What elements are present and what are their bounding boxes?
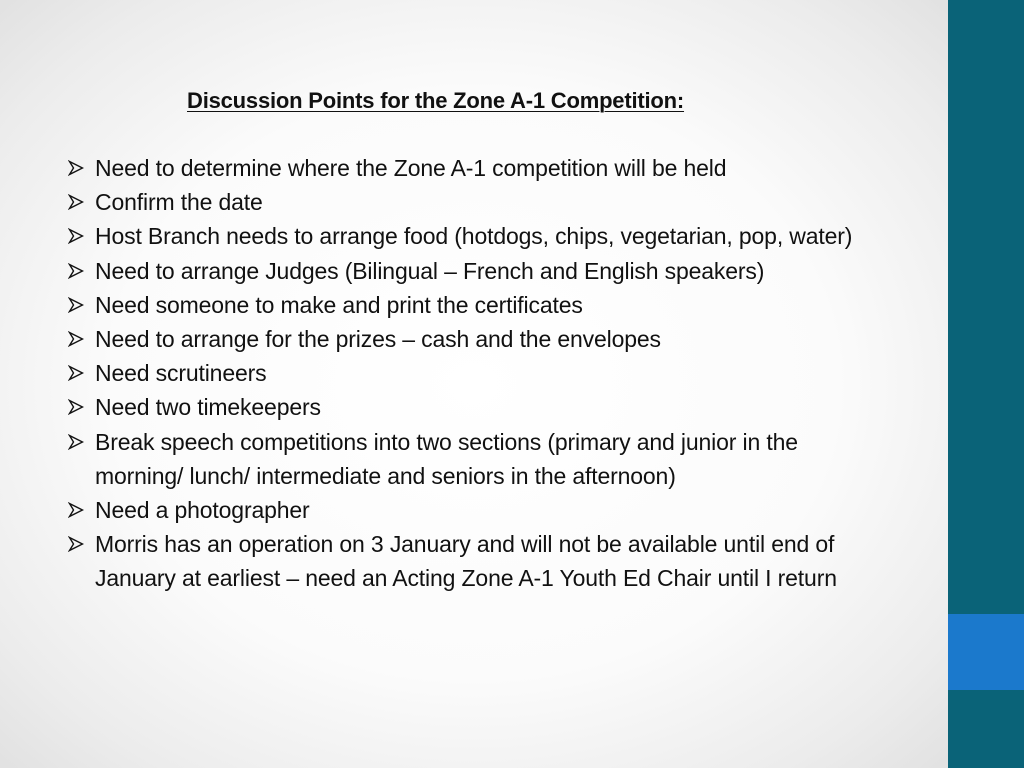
list-item [68, 390, 888, 424]
slide-title: Discussion Points for the Zone A-1 Competition: [187, 88, 685, 113]
list-item [68, 527, 888, 595]
arrow-bullet-icon [68, 322, 95, 356]
arrow-bullet-icon [68, 493, 95, 527]
point-text: Host Branch needs to arrange food (hotdogs, chips, vegetarian, pop, water) [95, 223, 853, 250]
arrow-bullet-icon [68, 425, 95, 459]
list-item [68, 219, 888, 253]
arrow-bullet-icon [68, 356, 95, 390]
arrow-bullet-icon [68, 185, 95, 219]
point-text: Break speech competitions into two sections (primary and junior in the morning/ lunch/ intermediate and seniors in the afternoon) [95, 428, 798, 489]
point-text: Need to arrange for the prizes – cash and the envelopes [95, 326, 661, 353]
decorative-sidebar-accent [948, 614, 1024, 690]
list-item [68, 185, 888, 219]
list-item [68, 151, 888, 185]
discussion-points-list [68, 151, 888, 596]
arrow-bullet-icon [68, 151, 95, 185]
list-item [68, 322, 888, 356]
arrow-bullet-icon [68, 288, 95, 322]
point-text: Need two timekeepers [95, 394, 321, 421]
arrow-bullet-icon [68, 527, 95, 561]
list-item [68, 493, 888, 527]
list-item [68, 288, 888, 322]
point-text: Morris has an operation on 3 January and will not be available until end of January at earliest – need an Acting Zone A-1 Youth Ed Chair until I return [95, 531, 837, 592]
list-item [68, 356, 888, 390]
list-item [68, 254, 888, 288]
point-text: Confirm the date [95, 189, 263, 216]
point-text: Need to arrange Judges (Bilingual – French and English speakers) [95, 257, 765, 284]
point-text: Need someone to make and print the certificates [95, 291, 583, 318]
point-text: Need a photographer [95, 497, 310, 524]
arrow-bullet-icon [68, 254, 95, 288]
point-text: Need to determine where the Zone A-1 competition will be held [95, 155, 727, 181]
list-item [68, 425, 888, 493]
arrow-bullet-icon [68, 390, 95, 424]
point-text: Need scrutineers [95, 360, 267, 387]
arrow-bullet-icon [68, 219, 95, 253]
